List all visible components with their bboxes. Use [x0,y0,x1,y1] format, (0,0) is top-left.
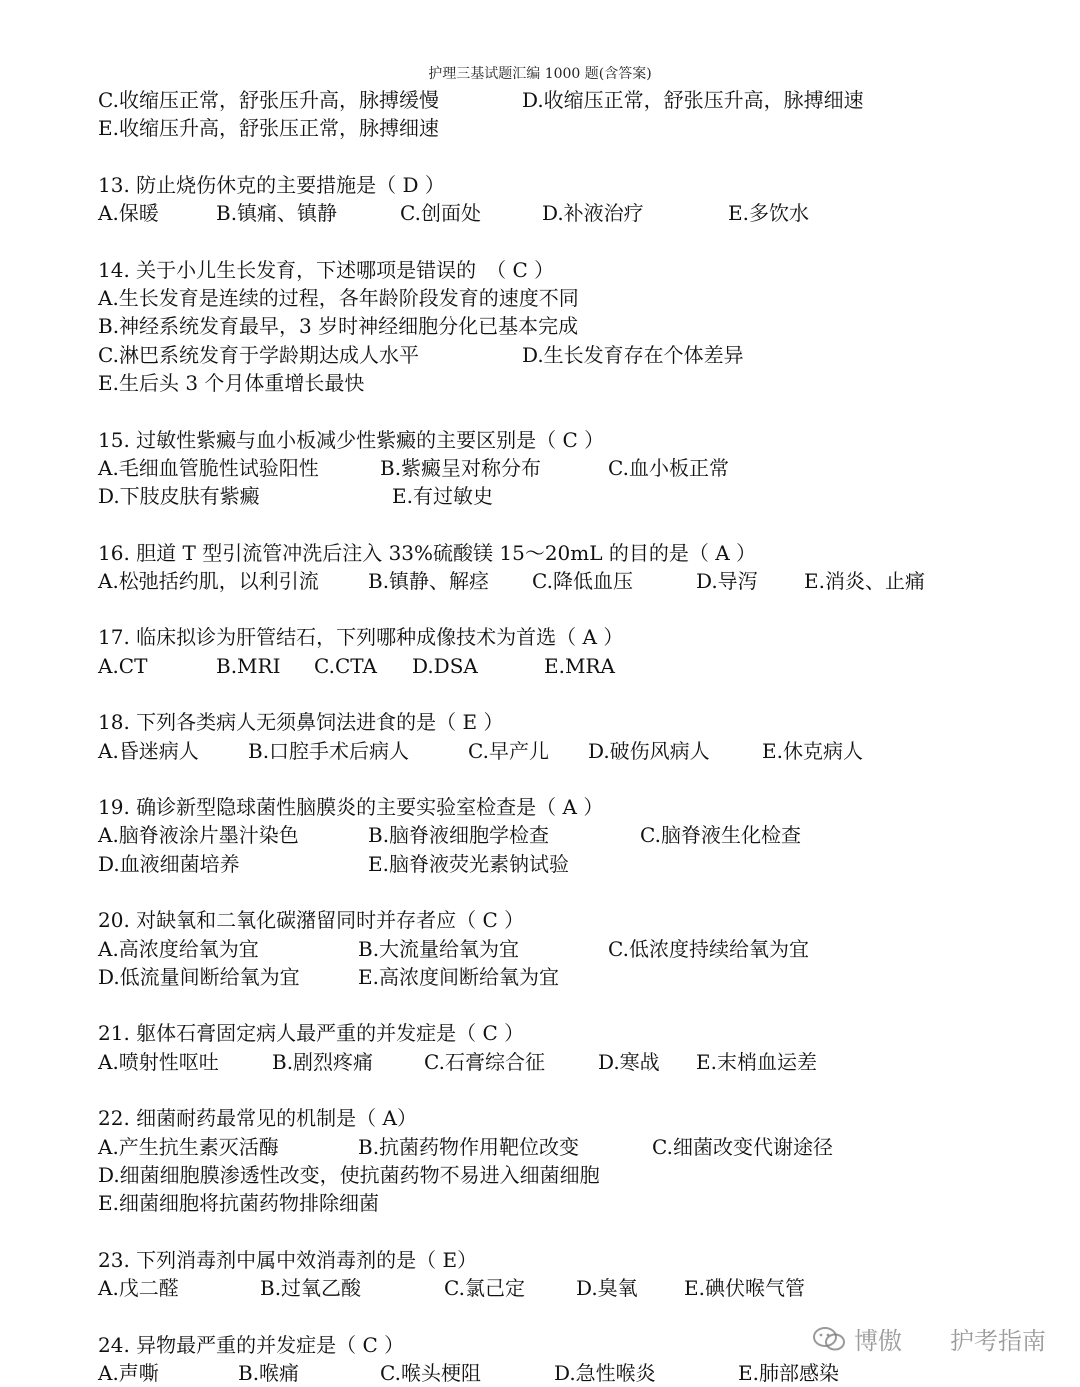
option-text: C.喉头梗阻 [380,1360,481,1385]
option-text: C.CTA [314,653,377,678]
options-row [98,567,1058,595]
options-row [98,652,1058,680]
option-text: B.口腔手术后病人 [248,738,410,763]
options-row [98,935,1058,963]
option-text: E.收缩压升高，舒张压正常，脉搏细速 [98,116,439,141]
option-text: A.高浓度给氧为宜 [98,936,259,961]
option-text: A.毛细血管脆性试验阳性 [98,455,319,480]
question-text: 22. 细菌耐药最常见的机制是（ A） [98,1106,417,1131]
option-text: C.脑脊液生化检查 [640,823,801,848]
question-text: 16. 胆道 T 型引流管冲洗后注入 33%硫酸镁 15～20mL 的目的是（ A ） [98,540,757,565]
option-text: E.休克病人 [762,738,863,763]
question-text: 19. 确诊新型隐球菌性脑膜炎的主要实验室检查是（ A ） [98,795,604,820]
option-text: D.DSA [412,653,478,678]
option-text: E.细菌细胞将抗菌药物排除细菌 [98,1191,379,1216]
option-text: D.臭氧 [576,1276,638,1301]
options-row [98,341,1058,369]
option-text: C.收缩压正常，舒张压升高，脉搏缓慢 [98,88,439,112]
option-text: B.紫癜呈对称分布 [380,455,542,480]
line-gap [98,878,1058,906]
option-text: D.导泻 [696,569,758,594]
options-row [98,482,1058,510]
option-text: E.多饮水 [728,201,809,226]
line-gap [98,228,1058,256]
options-row [98,1274,1058,1302]
options-row [98,454,1058,482]
line-gap [98,680,1058,708]
options-row [98,963,1058,991]
option-text: D.寒战 [598,1049,660,1074]
option-text: D.低流量间断给氧为宜 [98,964,300,989]
option-text: C.细菌改变代谢途径 [652,1134,833,1159]
option-text: B.镇痛、镇静 [216,201,338,226]
question-text: 24. 异物最严重的并发症是（ C ） [98,1332,405,1357]
question-text: 15. 过敏性紫癜与血小板减少性紫癜的主要区别是（ C ） [98,427,605,452]
option-text: B.大流量给氧为宜 [358,936,520,961]
option-text: B.神经系统发育最早，3 岁时神经细胞分化已基本完成 [98,314,579,339]
question-text: 23. 下列消毒剂中属中效消毒剂的是（ E） [98,1247,478,1272]
option-text: E.碘伏喉气管 [684,1276,805,1301]
option-text: D.下肢皮肤有紫癜 [98,484,260,509]
option-text: C.降低血压 [532,569,633,594]
option-text: D.收缩压正常，舒张压升高，脉搏细速 [522,88,864,112]
question-text: 21. 躯体石膏固定病人最严重的并发症是（ C ） [98,1021,525,1046]
line-gap [98,1218,1058,1246]
options-row [98,850,1058,878]
option-text: E.末梢血运差 [696,1049,817,1074]
option-text: A.声嘶 [98,1360,159,1385]
option-text: A.松弛括约肌，以利引流 [98,569,319,594]
option-text: A.产生抗生素灭活酶 [98,1134,279,1159]
option-text: B.MRI [216,653,281,678]
option-text: A.CT [98,653,148,678]
line-gap [98,511,1058,539]
option-text: E.肺部感染 [738,1360,839,1385]
options-row [98,821,1058,849]
question-text: 13. 防止烧伤休克的主要措施是（ D ） [98,172,445,197]
options-row [98,114,1058,142]
wechat-icon [812,1325,846,1353]
options-row [98,1359,1058,1387]
option-text: E.有过敏史 [392,484,493,509]
option-text: A.戊二醛 [98,1276,179,1301]
option-text: D.血液细菌培养 [98,851,240,876]
option-text: D.生长发育存在个体差异 [522,342,744,367]
option-text: B.喉痛 [238,1360,300,1385]
option-text: D.急性喉炎 [554,1360,656,1385]
option-text: C.石膏综合征 [424,1049,545,1074]
option-text: B.抗菌药物作用靶位改变 [358,1134,580,1159]
options-row [98,1048,1058,1076]
line-gap [98,765,1058,793]
option-text: B.剧烈疼痛 [272,1049,374,1074]
option-text: C.创面处 [400,201,481,226]
option-text: E.MRA [544,653,615,678]
question-text: 20. 对缺氧和二氧化碳潴留同时并存者应（ C ） [98,908,525,933]
question-text: 17. 临床拟诊为肝管结石，下列哪种成像技术为首选（ A ） [98,625,624,650]
option-text: C.早产儿 [468,738,549,763]
options-row [98,369,1058,397]
options-row [98,1189,1058,1217]
option-text: E.高浓度间断给氧为宜 [358,964,559,989]
option-text: E.消炎、止痛 [804,569,925,594]
option-text: D.补液治疗 [542,201,644,226]
options-row [98,1133,1058,1161]
option-text: A.昏迷病人 [98,738,199,763]
option-text: E.生后头 3 个月体重增长最快 [98,371,365,396]
options-row [98,284,1058,312]
option-text: E.脑脊液荧光素钠试验 [368,851,569,876]
line-gap [98,398,1058,426]
option-text: A.保暖 [98,201,159,226]
option-text: B.过氧乙酸 [260,1276,362,1301]
options-row [98,737,1058,765]
option-text: A.脑脊液涂片墨汁染色 [98,823,299,848]
option-text: A.生长发育是连续的过程，各年龄阶段发育的速度不同 [98,285,579,310]
option-text: D.破伤风病人 [588,738,710,763]
option-text: C.低浓度持续给氧为宜 [608,936,809,961]
option-text: C.血小板正常 [608,455,729,480]
options-row [98,1161,1058,1189]
option-text: C.氯己定 [444,1276,525,1301]
question-text: 18. 下列各类病人无须鼻饲法进食的是（ E ） [98,710,504,735]
watermark-text: 博傲 护考指南 [854,1327,1046,1355]
options-row [98,86,1058,114]
question-list [98,86,1058,1387]
option-text: B.脑脊液细胞学检查 [368,823,550,848]
option-text: B.镇静、解痉 [368,569,490,594]
option-text: A.喷射性呕吐 [98,1049,219,1074]
options-row [98,199,1058,227]
option-text: C.淋巴系统发育于学龄期达成人水平 [98,342,419,367]
watermark [812,1321,1046,1356]
option-text: D.细菌细胞膜渗透性改变，使抗菌药物不易进入细菌细胞 [98,1162,600,1187]
line-gap [98,1076,1058,1104]
options-row [98,312,1058,340]
line-gap [98,143,1058,171]
page-header: 护理三基试题汇编 1000 题(含答案) [428,66,652,82]
line-gap [98,991,1058,1019]
line-gap [98,595,1058,623]
question-text: 14. 关于小儿生长发育，下述哪项是错误的 （ C ） [98,257,555,282]
